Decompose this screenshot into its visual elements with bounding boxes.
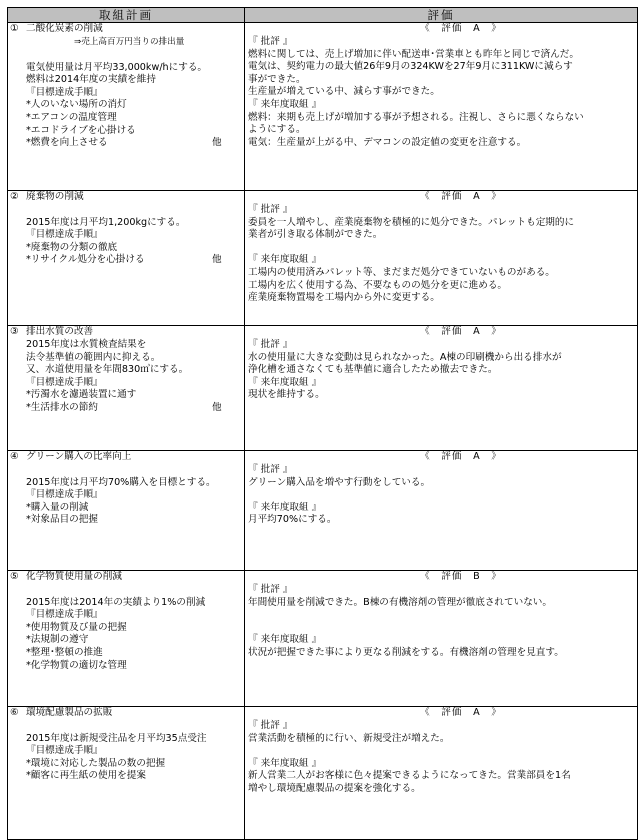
plan-line: *購入量の削減 <box>26 501 89 513</box>
evaluation-line: 産業廃棄物置場を工場内から外に変更する。 <box>248 292 440 304</box>
plan-line: *整理･整頓の推進 <box>26 646 103 658</box>
evaluation-line: 『 批評 』 <box>248 204 293 215</box>
item-title: グリーン購入の比率向上 <box>26 451 132 462</box>
table-row <box>8 707 638 840</box>
item-title: 環境配慮製品の拡販 <box>26 707 113 718</box>
evaluation-line: 電気：生産量が上がる中、デマコンの設定値の変更を注意する。 <box>248 136 527 148</box>
evaluation-line: 工場内の使用済みパレット等、まだまだ処分できていないものがある。 <box>248 266 555 278</box>
evaluation-line: 『 来年度取組 』 <box>248 501 322 513</box>
plan-line: *生活排水の節約 <box>26 401 98 413</box>
plan-line: 『目標達成手順』 <box>26 229 103 241</box>
grade-label: 《 評価 A 》 <box>420 451 502 462</box>
item-number: ⑤ <box>10 571 19 582</box>
evaluation-line: 燃料に関しては、売上げ増加に伴い配送車･営業車とも昨年と同じで済んだ。 <box>248 48 579 60</box>
plan-line: *廃棄物の分類の徹底 <box>26 241 118 253</box>
evaluation-line: 電気は、契約電力の最大値26年9月の324KWを27年9月に311KWに減らす <box>248 61 573 73</box>
etc-label: 他 <box>212 137 222 149</box>
evaluation-cell <box>245 707 638 840</box>
etc-label: 他 <box>212 401 222 413</box>
evaluation-cell <box>245 326 638 451</box>
evaluation-line <box>245 745 637 758</box>
evaluation-content <box>245 571 637 706</box>
plan-cell <box>8 326 245 451</box>
plan-content <box>8 191 244 325</box>
evaluation-line: 『 批評 』 <box>248 339 293 350</box>
item-subnote: ⇒売上高百万円当りの排出量 <box>74 37 185 47</box>
table-row <box>8 191 638 326</box>
evaluation-line: 燃料：来期も売上げが増加する事が予想される。注視し、さらに悪くならない <box>248 111 584 123</box>
table-row <box>8 451 638 571</box>
table-row <box>8 23 638 191</box>
grade-label: 《 評価 A 》 <box>420 191 502 202</box>
evaluation-content <box>245 326 637 450</box>
plan-line: 『目標達成手順』 <box>26 489 103 501</box>
evaluation-line: 月平均70%にする。 <box>248 514 337 526</box>
plan-line: *環境に対応した製品の数の把握 <box>26 757 166 769</box>
evaluation-content <box>245 451 637 570</box>
evaluation-cell <box>245 451 638 571</box>
table-row <box>8 571 638 707</box>
evaluation-line: 『 来年度取組 』 <box>248 254 322 266</box>
item-title: 廃棄物の削減 <box>26 191 84 202</box>
plan-line: *人のいない場所の消灯 <box>26 99 127 111</box>
plan-line: 『目標達成手順』 <box>26 609 103 621</box>
header-plan: 取組計画 <box>8 8 245 23</box>
item-title: 排出水質の改善 <box>26 326 94 337</box>
plan-line: *化学物質の適切な管理 <box>26 659 127 671</box>
table-row <box>8 326 638 451</box>
evaluation-line: グリーン購入品を増やす行動をしている。 <box>248 476 431 488</box>
plan-content <box>8 571 244 706</box>
evaluation-line: 業者が引き取る体制ができた。 <box>248 229 383 241</box>
item-title: 二酸化炭素の削減 <box>26 23 103 34</box>
item-heading <box>8 326 244 339</box>
plan-line: *法規制の遵守 <box>26 634 89 646</box>
evaluation-line: 年間使用量を削減できた。B棟の有機溶剤の管理が徹底されていない。 <box>248 596 552 608</box>
plan-cell <box>8 451 245 571</box>
plan-line: 『目標達成手順』 <box>26 86 103 98</box>
plan-content <box>8 23 244 190</box>
plan-line: 燃料は2014年度の実績を維持 <box>26 74 156 86</box>
item-heading <box>8 23 244 36</box>
evaluation-line: 『 批評 』 <box>248 36 293 47</box>
evaluation-cell <box>245 191 638 326</box>
evaluation-line: 『 来年度取組 』 <box>248 634 322 646</box>
evaluation-line: 新人営業二人がお客様に色々提案できるようになってきた。営業部員を1名 <box>248 770 571 782</box>
evaluation-content <box>245 191 637 325</box>
plan-cell <box>8 571 245 707</box>
item-number: ④ <box>10 451 19 462</box>
grade-label: 《 評価 A 》 <box>420 326 502 337</box>
evaluation-line: 事ができた。 <box>248 73 306 85</box>
header-eval: 評価 <box>245 8 638 23</box>
plan-line <box>8 720 244 733</box>
plan-line: *エアコンの温度管理 <box>26 111 117 123</box>
item-number: ② <box>10 191 19 202</box>
evaluation-cell <box>245 23 638 191</box>
evaluation-line: 『 批評 』 <box>248 720 293 731</box>
evaluation-line: 水の使用量に大きな変動は見られなかった。A棟の印刷機から出る排水が <box>248 351 562 363</box>
plan-line: 2015年度は水質検査結果を <box>26 339 147 350</box>
item-heading <box>8 451 244 464</box>
plan-line: 電気使用量は月平均33,000kw/hにする。 <box>26 61 208 73</box>
evaluation-line: 『 来年度取組 』 <box>248 98 322 110</box>
evaluation-line <box>245 489 637 502</box>
evaluation-cell <box>245 571 638 707</box>
plan-line-with-etc <box>8 402 244 415</box>
plan-content <box>8 326 244 450</box>
plan-content <box>8 707 244 839</box>
plan-line: *使用物質及び量の把握 <box>26 621 127 633</box>
grade-label: 《 評価 A 》 <box>420 707 502 718</box>
evaluation-sheet <box>7 7 637 840</box>
evaluation-line: 委員を一人増やし、産業廃棄物を積極的に処分できた。パレットも定期的に <box>248 216 575 228</box>
item-title: 化学物質使用量の削減 <box>26 571 122 582</box>
evaluation-line <box>245 622 637 635</box>
item-heading <box>8 571 244 584</box>
plan-line: 2015年度は月平均1,200kgにする。 <box>26 216 186 228</box>
plan-line <box>8 464 244 477</box>
evaluation-line: 営業活動を積極的に行い、新規受注が増えた。 <box>248 732 450 744</box>
plan-line: 2015年度は月平均70%購入を目標とする。 <box>26 476 216 488</box>
evaluation-line: 状況が把握できた事により更なる削減をする。有機溶剤の管理を見直す。 <box>248 646 564 658</box>
evaluation-line: 『 来年度取組 』 <box>248 757 322 769</box>
plan-line: 又、水道使用量を年間830㎥にする。 <box>26 364 189 376</box>
plan-line <box>8 584 244 597</box>
plan-line: 『目標達成手順』 <box>26 376 103 388</box>
plan-line: *汚濁水を濾過装置に通す <box>26 389 137 401</box>
plan-line: *燃費を向上させる <box>26 137 108 149</box>
plan-line: 『目標達成手順』 <box>26 745 103 757</box>
evaluation-content <box>245 23 637 190</box>
plan-content <box>8 451 244 570</box>
plan-line: *リサイクル処分を心掛ける <box>26 254 145 266</box>
plan-line: 2015年度は2014年の実績より1%の削減 <box>26 596 206 608</box>
evaluation-line: 現状を維持する。 <box>248 389 325 401</box>
evaluation-line: 『 批評 』 <box>248 464 293 475</box>
item-heading <box>8 707 244 720</box>
item-number: ③ <box>10 326 19 337</box>
plan-cell <box>8 707 245 840</box>
evaluation-content <box>245 707 637 839</box>
header-row <box>8 8 638 23</box>
plan-line: *エコドライブを心掛ける <box>26 124 136 136</box>
evaluation-line: ようにする。 <box>248 124 306 136</box>
evaluation-line: 生産量が増えている中、減らす事ができた。 <box>248 86 440 98</box>
plan-line: 法令基準値の範囲内に抑える。 <box>26 351 161 363</box>
plan-line: 2015年度は新規受注品を月平均35点受注 <box>26 732 207 744</box>
evaluation-line: 増やし環境配慮製品の提案を強化する。 <box>248 782 421 794</box>
evaluation-line: 『 来年度取組 』 <box>248 376 322 388</box>
item-heading <box>8 191 244 204</box>
plan-line <box>8 204 244 217</box>
item-number: ⑥ <box>10 707 19 718</box>
plan-line: *顧客に再生紙の使用を提案 <box>26 770 146 782</box>
plan-line-with-etc <box>8 254 244 267</box>
plan-line <box>8 49 244 62</box>
plan-cell <box>8 23 245 191</box>
grade-label: 《 評価 B 》 <box>420 571 502 582</box>
evaluation-table <box>7 7 638 840</box>
etc-label: 他 <box>212 254 222 266</box>
item-number: ① <box>10 23 19 34</box>
plan-line-with-etc <box>8 137 244 150</box>
evaluation-line <box>245 242 637 255</box>
evaluation-line: 『 批評 』 <box>248 584 293 595</box>
grade-label: 《 評価 A 》 <box>420 23 502 34</box>
plan-line: *対象品目の把握 <box>26 514 98 526</box>
evaluation-line <box>245 609 637 622</box>
evaluation-line: 浄化槽を通さなくても基準値に適合したため撤去できた。 <box>248 364 498 376</box>
evaluation-line: 工場内を広く使用する為、不要なものの処分を更に進める。 <box>248 279 508 291</box>
plan-cell <box>8 191 245 326</box>
